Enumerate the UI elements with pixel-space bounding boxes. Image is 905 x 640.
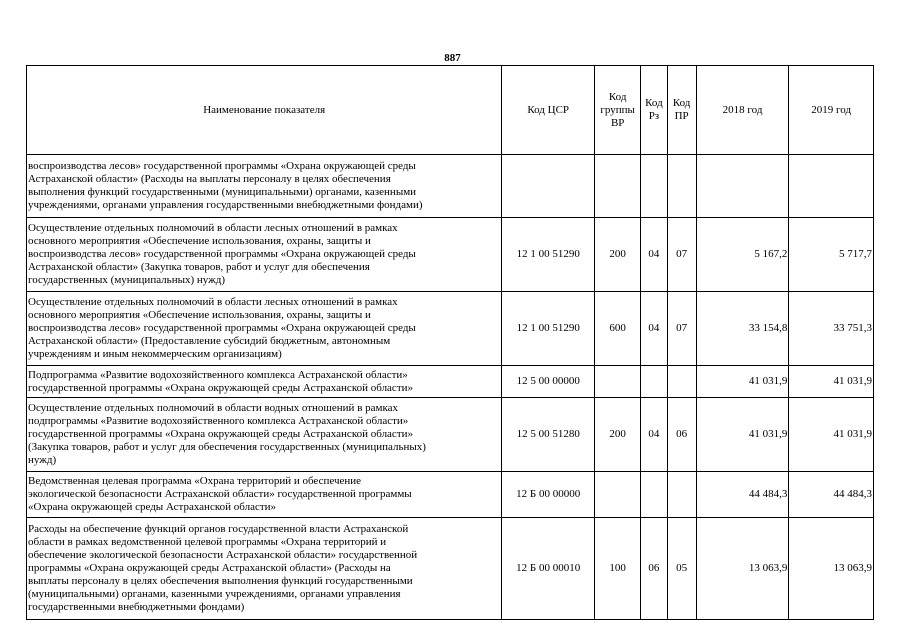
row-name: Осуществление отдельных полномочий в области лесных отношений в рамках основного мероприятия «Обеспечение использования, охраны, защиты и воспроизводства лесов» государственной программы «Охрана окружающей среды Астраханской области» (Закупка товаров, работ и услуг для обеспечения государственных (муниципальных) нужд) — [27, 218, 502, 292]
table-row — [27, 398, 874, 472]
table-row — [27, 155, 874, 218]
table-row — [27, 472, 874, 518]
row-rz: 04 — [641, 398, 667, 472]
row-rz — [641, 472, 667, 518]
row-2018: 5 167,2 — [696, 218, 789, 292]
page-number: 887 — [444, 52, 461, 64]
row-csr: 12 Б 00 00010 — [502, 518, 595, 620]
header-2019: 2019 год — [789, 66, 874, 155]
header-name: Наименование показателя — [27, 66, 502, 155]
row-2019: 41 031,9 — [789, 366, 874, 398]
table-header-row — [27, 66, 874, 155]
budget-table — [26, 65, 874, 620]
header-pr: Код ПР — [667, 66, 696, 155]
row-2019: 13 063,9 — [789, 518, 874, 620]
row-name: Расходы на обеспечение функций органов государственной власти Астраханской области в рамках ведомственной целевой программы «Охрана территорий и обеспечение экологической безопасности Астраханской области» государственной программы «Охрана окружающей среды Астраханской области» (Расходы на выплаты персоналу в целях обеспечения выполнения функций государственными (муниципальными) органами, казенными учреждениями, органами управления государственными внебюджетными фондами) — [27, 518, 502, 620]
row-rz — [641, 366, 667, 398]
table-row — [27, 218, 874, 292]
row-rz — [641, 155, 667, 218]
row-csr: 12 1 00 51290 — [502, 218, 595, 292]
row-csr: 12 5 00 51280 — [502, 398, 595, 472]
header-csr: Код ЦСР — [502, 66, 595, 155]
row-pr: 06 — [667, 398, 696, 472]
row-2019 — [789, 155, 874, 218]
row-name: воспроизводства лесов» государственной программы «Охрана окружающей среды Астраханской области» (Расходы на выплаты персоналу в целях обеспечения выполнения функций государственными (муниципальными) органами, казенными учреждениями, органами управления государственными внебюджетными фондами) — [27, 155, 502, 218]
row-pr: 07 — [667, 292, 696, 366]
row-2018: 41 031,9 — [696, 366, 789, 398]
row-pr — [667, 155, 696, 218]
row-csr: 12 5 00 00000 — [502, 366, 595, 398]
row-pr — [667, 366, 696, 398]
row-2019: 33 751,3 — [789, 292, 874, 366]
table-row — [27, 292, 874, 366]
table-row — [27, 518, 874, 620]
header-2018: 2018 год — [696, 66, 789, 155]
row-vr — [595, 472, 641, 518]
row-csr — [502, 155, 595, 218]
row-2019: 41 031,9 — [789, 398, 874, 472]
row-pr — [667, 472, 696, 518]
row-pr: 07 — [667, 218, 696, 292]
row-2018: 41 031,9 — [696, 398, 789, 472]
row-rz: 04 — [641, 292, 667, 366]
row-name: Осуществление отдельных полномочий в области водных отношений в рамках подпрограммы «Развитие водохозяйственного комплекса Астраханской области» государственной программы «Охрана окружающей среды Астраханской области» (Закупка товаров, работ и услуг для обеспечения государственных (муниципальных) нужд) — [27, 398, 502, 472]
header-rz: Код Рз — [641, 66, 667, 155]
row-2018: 13 063,9 — [696, 518, 789, 620]
row-vr: 600 — [595, 292, 641, 366]
row-rz: 06 — [641, 518, 667, 620]
row-2018: 33 154,8 — [696, 292, 789, 366]
row-name: Осуществление отдельных полномочий в области лесных отношений в рамках основного мероприятия «Обеспечение использования, охраны, защиты и воспроизводства лесов» государственной программы «Охрана окружающей среды Астраханской области» (Предоставление субсидий бюджетным, автономным учреждениям и иным некоммерческим организациям) — [27, 292, 502, 366]
row-vr: 200 — [595, 398, 641, 472]
row-rz: 04 — [641, 218, 667, 292]
row-vr — [595, 155, 641, 218]
table-row — [27, 366, 874, 398]
row-pr: 05 — [667, 518, 696, 620]
row-csr: 12 1 00 51290 — [502, 292, 595, 366]
row-vr: 200 — [595, 218, 641, 292]
row-csr: 12 Б 00 00000 — [502, 472, 595, 518]
row-2018: 44 484,3 — [696, 472, 789, 518]
row-2018 — [696, 155, 789, 218]
row-name: Подпрограмма «Развитие водохозяйственного комплекса Астраханской области» государственной программы «Охрана окружающей среды Астраханской области» — [27, 366, 502, 398]
row-vr: 100 — [595, 518, 641, 620]
row-2019: 44 484,3 — [789, 472, 874, 518]
row-name: Ведомственная целевая программа «Охрана территорий и обеспечение экологической безопасности Астраханской области» государственной программы «Охрана окружающей среды Астраханской области» — [27, 472, 502, 518]
row-vr — [595, 366, 641, 398]
row-2019: 5 717,7 — [789, 218, 874, 292]
header-vr: Код группы ВР — [595, 66, 641, 155]
